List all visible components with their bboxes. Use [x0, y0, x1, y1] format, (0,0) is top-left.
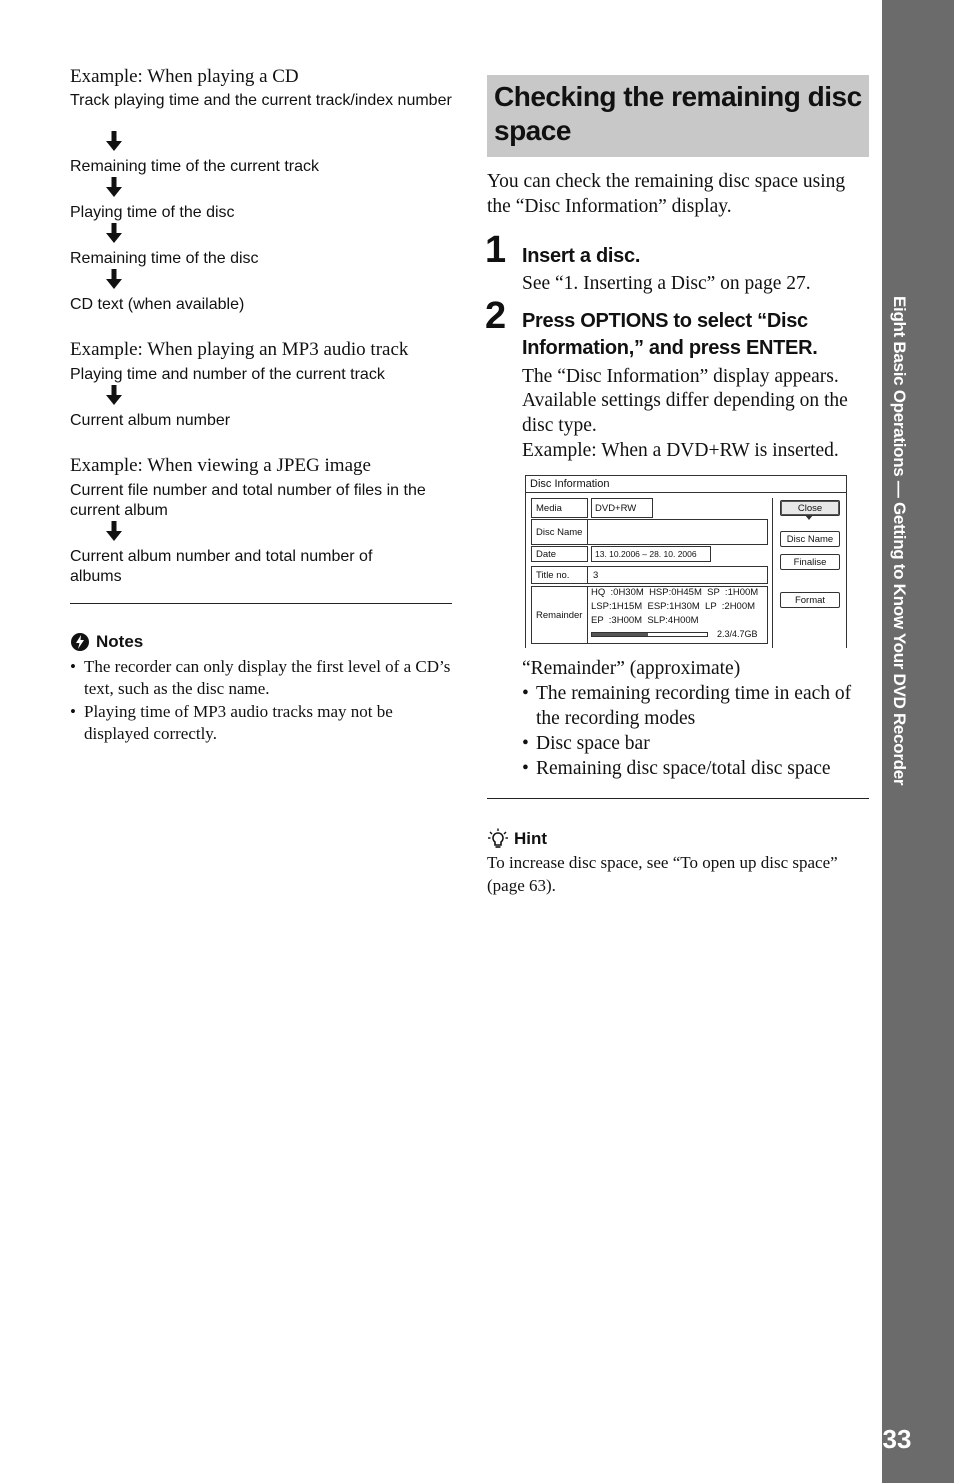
osd-title: Disc Information [530, 478, 610, 490]
list-item: • Remaining disc space/total disc space [522, 756, 867, 781]
disc-name-button[interactable]: Disc Name [780, 531, 840, 547]
osd-date-row [531, 546, 766, 562]
list-item: • Disc space bar [522, 731, 867, 756]
osd-capacity: 2.3/4.7GB [717, 629, 758, 639]
intro-text: You can check the remaining disc space using the “Disc Information” display. [487, 171, 846, 217]
notes-label: Notes [96, 632, 144, 651]
step-2-heading-line2: Information,” and press ENTER. [522, 337, 818, 359]
osd-remainder-line-1: HQ :0H30M HSP:0H45M SP :1H00M [591, 587, 759, 598]
osd-titleno-label: Title no. [532, 567, 588, 583]
hint-heading [487, 828, 547, 850]
osd-date-value: 13. 10.2006 – 28. 10. 2006 [591, 546, 711, 562]
cd-item-5: CD text (when available) [70, 296, 245, 313]
step-1-body: See “1. Inserting a Disc” on page 27. [522, 273, 811, 294]
step-2-body-1: The “Disc Information” display appears. [522, 366, 839, 387]
osd-remainder-label: Remainder [532, 587, 588, 643]
notes-list [70, 656, 455, 746]
down-arrow-icon [106, 269, 122, 289]
cd-item-3: Playing time of the disc [70, 204, 235, 221]
mp3-item-1: Playing time and number of the current track [70, 366, 385, 383]
osd-media-label: Media [531, 498, 588, 518]
step-1-number: 1 [485, 229, 507, 271]
osd-title-rule [526, 492, 846, 493]
disc-space-bar [591, 632, 708, 637]
step-2-number: 2 [485, 295, 507, 337]
cd-item-2: Remaining time of the current track [70, 158, 319, 175]
list-item: • The recorder can only display the first level of a CD’s text, such as the disc name. [70, 656, 455, 700]
list-item: • The remaining recording time in each of the recording modes [522, 681, 867, 731]
hint-label: Hint [514, 829, 548, 848]
section-title: Checking the remaining disc space [494, 81, 862, 146]
osd-remainder-line-3: EP :3H00M SLP:4H00M [591, 615, 699, 626]
lightbulb-icon [487, 828, 509, 850]
cd-item-1: Track playing time and the current track/index number [70, 92, 452, 109]
close-button[interactable]: Close [780, 500, 840, 516]
osd-media-row [531, 498, 766, 518]
jpeg-example-title: Example: When viewing a JPEG image [70, 455, 371, 476]
jpeg-item-1: Current file number and total number of files in the current album [70, 482, 426, 519]
disc-space-bar-fill [592, 633, 648, 636]
step-1-heading: Insert a disc. [522, 245, 641, 267]
down-arrow-icon [106, 177, 122, 197]
osd-titleno-row [531, 566, 768, 584]
divider [70, 603, 452, 604]
step-2-body-2: Available settings differ depending on the disc type. [522, 390, 848, 436]
cd-item-4: Remaining time of the disc [70, 250, 259, 267]
page-number: 33 [882, 1424, 912, 1454]
format-button[interactable]: Format [780, 592, 840, 608]
down-arrow-icon [106, 131, 122, 151]
notes-icon [70, 632, 90, 652]
down-arrow-icon [106, 223, 122, 243]
step-2-body-3: Example: When a DVD+RW is inserted. [522, 440, 839, 461]
step-2-heading-line1: Press OPTIONS to select “Disc [522, 310, 808, 332]
osd-remainder-line-2: LSP:1H15M ESP:1H30M LP :2H00M [591, 601, 756, 612]
side-tab-text: Eight Basic Operations — Getting to Know Your DVD Recorder [890, 296, 909, 786]
finalise-button[interactable]: Finalise [780, 554, 840, 570]
osd-divider [772, 498, 773, 648]
cd-example-title: Example: When playing a CD [70, 66, 299, 87]
divider [487, 798, 869, 799]
down-arrow-icon [106, 521, 122, 541]
remainder-bullets [522, 681, 867, 781]
list-item: • Playing time of MP3 audio tracks may not be displayed correctly. [70, 701, 455, 745]
jpeg-item-2: Current album number and total number of albums [70, 548, 373, 585]
disc-information-screen [525, 475, 847, 648]
hint-body: To increase disc space, see “To open up disc space” (page 63). [487, 853, 838, 895]
mp3-example-title: Example: When playing an MP3 audio track [70, 339, 409, 360]
cursor-pointer-icon [805, 515, 813, 520]
notes-heading [70, 632, 143, 652]
mp3-item-2: Current album number [70, 412, 231, 429]
osd-date-label: Date [531, 546, 588, 562]
remainder-caption: “Remainder” (approximate) [522, 658, 741, 679]
osd-discname-label: Disc Name [532, 520, 588, 544]
down-arrow-icon [106, 385, 122, 405]
osd-discname-row [531, 519, 768, 545]
osd-media-value: DVD+RW [591, 498, 653, 518]
osd-titleno-value: 3 [593, 569, 599, 581]
